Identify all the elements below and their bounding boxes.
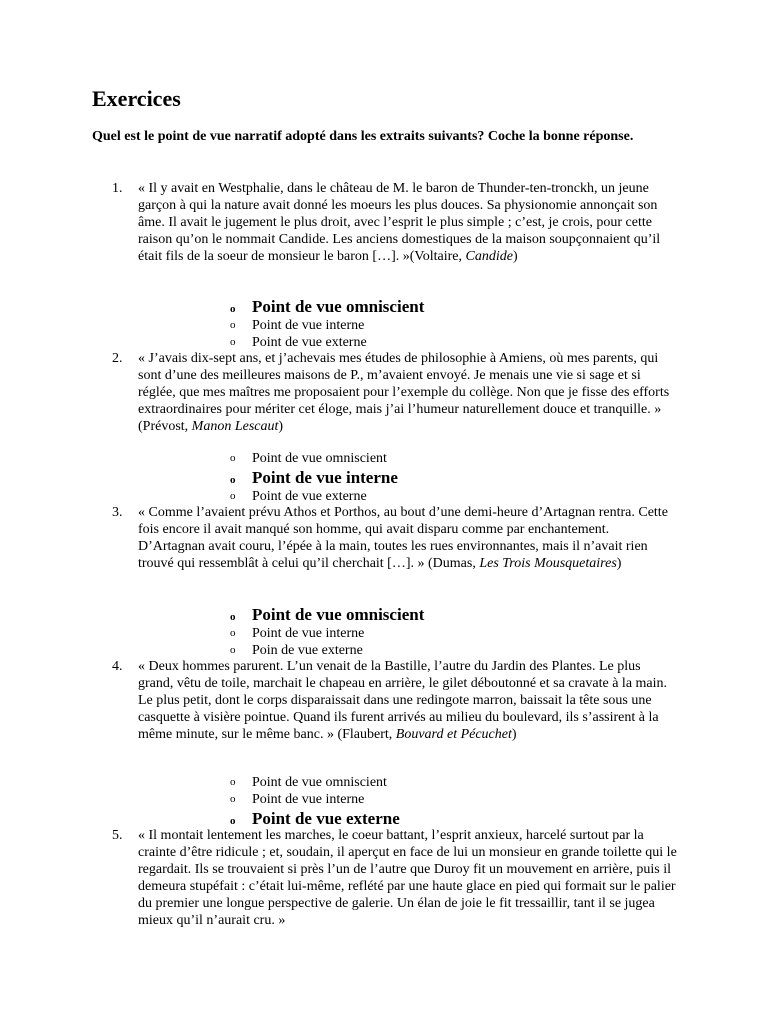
option-interne[interactable]: o Point de vue interne [230,318,365,333]
radio-bullet-icon: o [230,793,236,805]
exercise-5 [112,827,680,929]
exercise-number: 4. [112,659,123,674]
options-4 [230,774,400,829]
radio-bullet-icon: o [230,611,236,623]
radio-bullet-icon: o [230,627,236,639]
excerpt-text: « Il montait lentement les marches, le coeur battant, l’esprit anxieux, harcelé surtout par la crainte d’être ridicule ; et, soudain, il aperçut en face de lui un monsieur en grande toilette qui le regardait. Ils se trouvaient si près l’un de l’autre que Duroy fit un mouvement en arrière, puis il demeura stupéfait : c’était lui-même, reflété par une haute glace en pied qui formait sur le palier du premier une longue perspective de galerie. Un élan de joie le fit tressaillir, tant il se jugea mieux qu’il n’aurait cru. » [138,828,677,928]
excerpt-text: « Comme l’avaient prévu Athos et Porthos, au bout d’une demi-heure d’Artagnan rentra. Cette fois encore il avait manqué son homme, qui avait disparu comme par enchantement. D’Artagnan avait couru, l’épée à la main, toutes les rues environnantes, mais il n’avait rien trouvé qui ressemblât à celui qu’il cherchait […]. » (Dumas, Les Trois Mousquetaires) [138,505,668,571]
source-title: Manon Lescaut [191,419,279,434]
radio-bullet-icon: o [230,452,236,464]
question-prompt: Quel est le point de vue narratif adopté dans les extraits suivants? Coche la bonne réponse. [92,129,634,144]
option-omniscient[interactable]: o Point de vue omniscient [230,296,424,317]
excerpt-text: « J’avais dix-sept ans, et j’achevais mes études de philosophie à Amiens, où mes parents, qui sont d’une des meilleures maisons de P., m’avaient envoyé. Je menais une vie si sage et si réglée, que mes maîtres me proposaient pour l’exemple du collège. Non que je fisse des efforts extraordinaires pour mériter cet éloge, mais j’ai l’humeur naturellement douce et tranquille. » (Prévost, Manon Lescaut) [138,351,670,434]
options-3 [230,604,424,659]
exercise-2 [112,350,680,435]
option-externe[interactable]: o Point de vue externe [230,489,367,504]
source-title: Candide [465,249,513,264]
page-title: Exercices [92,86,181,111]
exercise-4 [112,658,680,743]
radio-bullet-icon: o [230,644,236,656]
radio-bullet-icon: o [230,815,236,827]
option-omniscient[interactable]: o Point de vue omniscient [230,604,424,625]
excerpt-text: « Il y avait en Westphalie, dans le château de M. le baron de Thunder-ten-tronckh, un jeune garçon à qui la nature avait donné les moeurs les plus douces. Sa physionomie annonçait son âme. Il avait le jugement le plus droit, avec l’esprit le plus simple ; c’est, je crois, pour cette raison qu’on le nommait Candide. Les anciens domestiques de la maison soupçonnaient qu’il était fils de la soeur de monsieur le baron […]. »(Voltaire, Candide) [138,181,661,264]
exercise-number: 3. [112,505,123,520]
options-2 [230,450,398,505]
exercise-3 [112,504,680,572]
option-externe[interactable]: o Point de vue externe [230,335,367,350]
radio-bullet-icon: o [230,303,236,315]
option-externe[interactable]: o Point de vue externe [230,808,400,829]
source-title: Bouvard et Pécuchet [395,727,512,742]
exercise-1 [112,180,680,265]
exercise-number: 5. [112,828,123,843]
option-interne[interactable]: o Point de vue interne [230,792,365,807]
radio-bullet-icon: o [230,490,236,502]
exercise-number: 1. [112,181,123,196]
option-externe[interactable]: o Poin de vue externe [230,643,363,658]
source-title: Les Trois Mousquetaires [479,556,617,571]
radio-bullet-icon: o [230,474,236,486]
exercise-number: 2. [112,351,123,366]
radio-bullet-icon: o [230,776,236,788]
option-interne[interactable]: o Point de vue interne [230,626,365,641]
option-interne[interactable]: o Point de vue interne [230,467,398,488]
excerpt-text: « Deux hommes parurent. L’un venait de la Bastille, l’autre du Jardin des Plantes. Le plus grand, vêtu de toile, marchait le chapeau en arrière, le gilet déboutonné et sa cravate à la main. Le plus petit, dont le corps disparaissait dans une redingote marron, baissait la tête sous une casquette à visière pointue. Quand ils furent arrivés au milieu du boulevard, ils s’assirent à la même minute, sur le même banc. » (Flaubert, Bouvard et Pécuchet) [138,659,668,742]
radio-bullet-icon: o [230,319,236,331]
option-omniscient[interactable]: o Point de vue omniscient [230,451,387,466]
radio-bullet-icon: o [230,336,236,348]
options-1 [230,296,424,351]
option-omniscient[interactable]: o Point de vue omniscient [230,775,387,790]
